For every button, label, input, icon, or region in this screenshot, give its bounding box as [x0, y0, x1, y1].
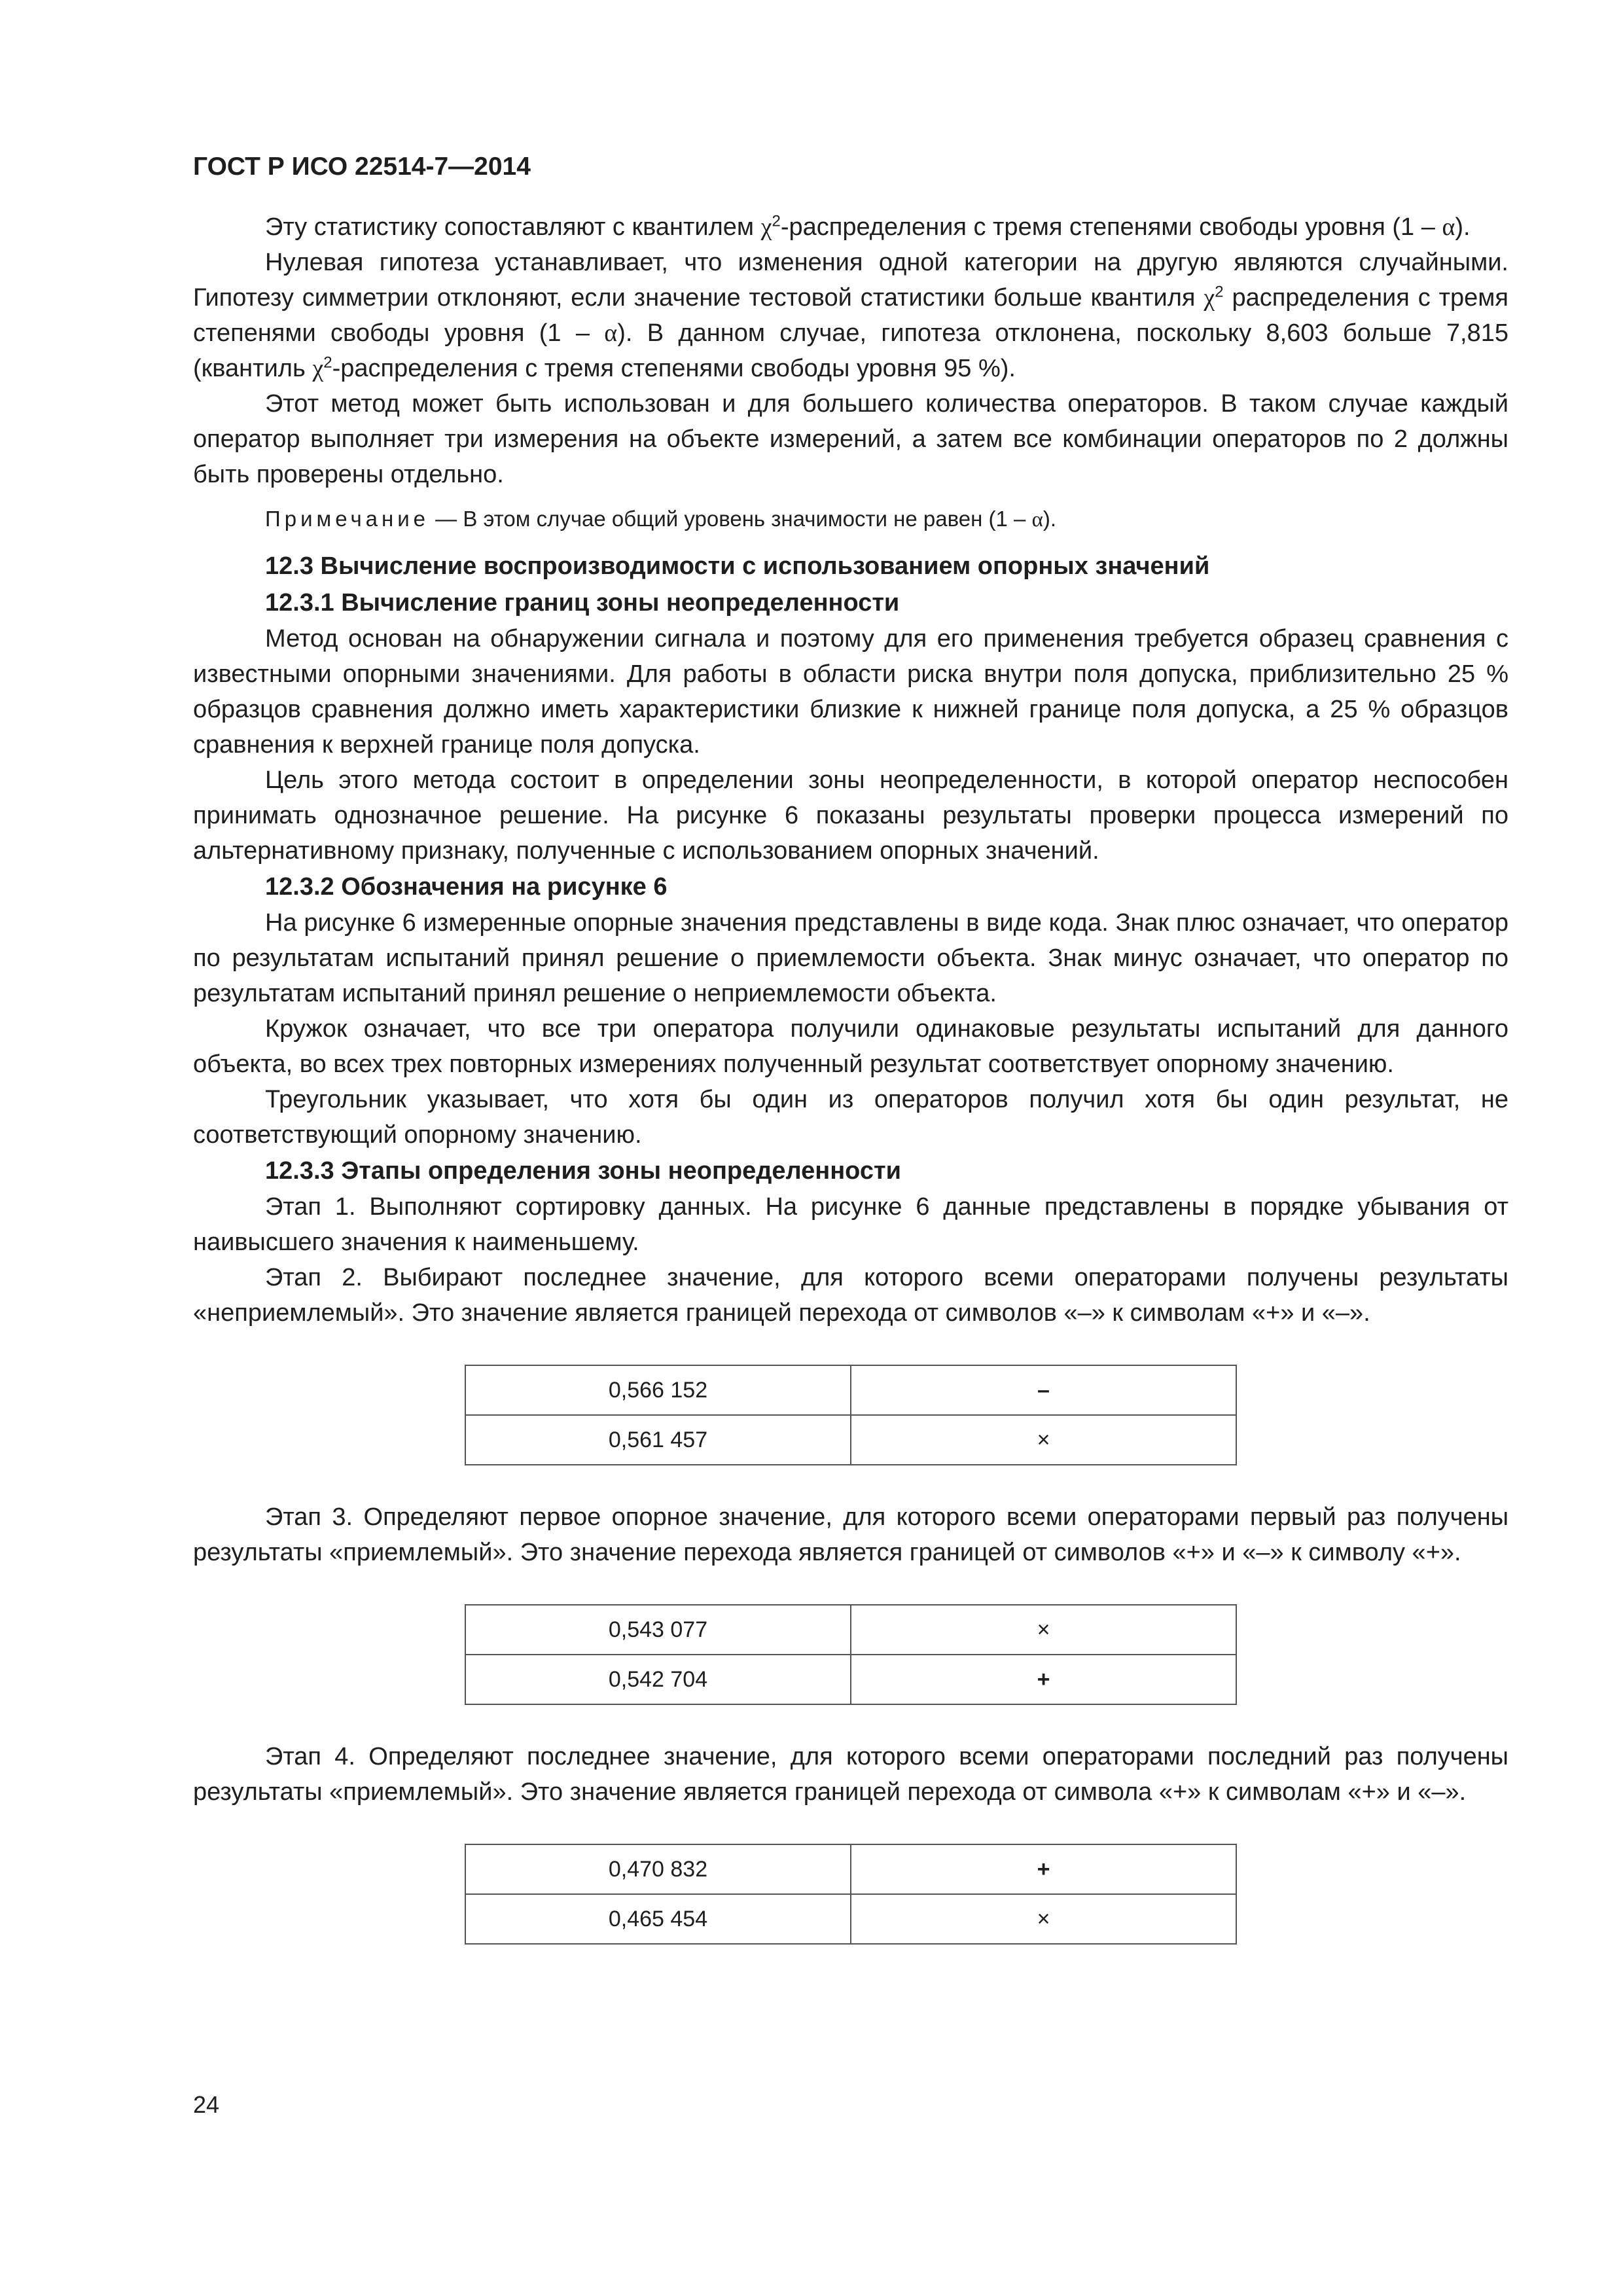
paragraph-step-4: Этап 4. Определяют последнее значение, для которого всеми операторами последний раз получены результаты «приемлемый». Это значение является границей перехода от символа «+» к символам «+» и «–». — [193, 1743, 1508, 1806]
table-cell-value: 0,542 704 — [465, 1655, 851, 1704]
table-cell-symbol: – — [851, 1365, 1236, 1415]
alpha-symbol: α — [1442, 213, 1455, 241]
table-cell-value: 0,543 077 — [465, 1605, 851, 1655]
table-cell-symbol: + — [851, 1655, 1236, 1704]
paragraph-step-3: Этап 3. Определяют первое опорное значение, для которого всеми операторами первый раз получены результаты «приемлемый». Это значение перехода является границей от символов «+» и «–» к символу «+». — [193, 1503, 1508, 1566]
paragraph-chi-square-comparison: Эту статистику сопоставляют с квантилем $\chi^2$-распределения с тремя степенями свободы уровня (1 – α). — [265, 212, 1471, 241]
table-cell-value: 0,561 457 — [465, 1415, 851, 1465]
document-page — [193, 151, 1508, 1945]
table-cell-value: 0,465 454 — [465, 1894, 851, 1944]
paragraph-method-basis: Метод основан на обнаружении сигнала и поэтому для его применения требуется образец сравнения с известными опорными значениями. Для работы в области риска внутри поля допуска, приблизительно 25 % образцов сравнения должно иметь характеристики близкие к нижней границе поля допуска, а 25 % образцов сравнения к верхней границе поля допуска. — [193, 625, 1508, 759]
table-row — [465, 1655, 1236, 1704]
table-row — [465, 1844, 1236, 1894]
paragraph-method-goal: Цель этого метода состоит в определении зоны неопределенности, в которой оператор неспособен принимать однозначное решение. На рисунке 6 показаны результаты проверки процесса измерений по альтернативному признаку, полученные с использованием опорных значений. — [193, 766, 1508, 865]
table-row — [465, 1894, 1236, 1944]
chi-symbol: χ — [312, 355, 324, 382]
superscript: 2 — [1215, 283, 1224, 301]
superscript: 2 — [772, 212, 781, 230]
heading-12-3-3: 12.3.3 Этапы определения зоны неопределенности — [265, 1157, 901, 1185]
table-row — [465, 1365, 1236, 1415]
alpha-symbol: α — [1031, 508, 1043, 531]
chi-symbol: χ — [1204, 284, 1215, 312]
values-table-step-2 — [465, 1365, 1237, 1465]
paragraph-more-operators: Этот метод может быть использован и для большего количества операторов. В таком случае каждый оператор выполняет три измерения на объекте измерений, а затем все комбинации операторов по 2 должны быть проверены отдельно. — [193, 390, 1508, 488]
table-cell-value: 0,566 152 — [465, 1365, 851, 1415]
superscript: 2 — [323, 353, 332, 372]
table-row — [465, 1415, 1236, 1465]
chi-symbol: χ — [760, 213, 772, 241]
note-label: Примечание — [265, 507, 430, 531]
table-cell-value: 0,470 832 — [465, 1844, 851, 1894]
table-cell-symbol: + — [851, 1844, 1236, 1894]
table-row — [465, 1605, 1236, 1655]
heading-12-3-2: 12.3.2 Обозначения на рисунке 6 — [265, 873, 668, 901]
document-header: ГОСТ Р ИСО 22514-7—2014 — [193, 152, 531, 181]
paragraph-step-1: Этап 1. Выполняют сортировку данных. На рисунке 6 данные представлены в порядке убывания от наивысшего значения к наименьшему. — [193, 1193, 1508, 1256]
heading-12-3-1: 12.3.1 Вычисление границ зоны неопределенности — [265, 589, 900, 617]
alpha-symbol: α — [604, 319, 618, 347]
values-table-step-4 — [465, 1844, 1237, 1945]
paragraph-circle-meaning: Кружок означает, что все три оператора получили одинаковые результаты испытаний для данного объекта, во всех трех повторных измерениях полученный результат соответствует опорному значению. — [193, 1015, 1508, 1078]
paragraph-figure-codes: На рисунке 6 измеренные опорные значения представлены в виде кода. Знак плюс означает, что оператор по результатам испытаний принял решение о приемлемости объекта. Знак минус означает, что оператор по результатам испытаний принял решение о неприемлемости объекта. — [193, 909, 1508, 1007]
paragraph-triangle-meaning: Треугольник указывает, что хотя бы один из операторов получил хотя бы один результат, не соответствующий опорному значению. — [193, 1086, 1508, 1149]
table-cell-symbol: × — [851, 1605, 1236, 1655]
paragraph-step-2: Этап 2. Выбирают последнее значение, для которого всеми операторами получены результаты «неприемлемый». Это значение является границей перехода от символов «–» к символам «+» и «–». — [193, 1264, 1508, 1327]
paragraph-null-hypothesis: Нулевая гипотеза устанавливает, что изменения одной категории на другую являются случайными. Гипотезу симметрии отклоняют, если значение тестовой статистики больше квантиля $\chi^2$ распределения с тремя степенями свободы уровня (1 – α). В данном случае, гипотеза отклонена, поскольку 8,603 больше 7,815 (квантиль $\chi^2$-распределения с тремя степенями свободы уровня 95 %). — [193, 249, 1508, 382]
table-cell-symbol: × — [851, 1894, 1236, 1944]
page-number: 24 — [193, 2091, 220, 2118]
note: Примечание — В этом случае общий уровень значимости не равен (1 – α). — [265, 507, 1057, 531]
table-cell-symbol: × — [851, 1415, 1236, 1465]
values-table-step-3 — [465, 1604, 1237, 1705]
heading-12-3: 12.3 Вычисление воспроизводимости с использованием опорных значений — [265, 552, 1210, 580]
